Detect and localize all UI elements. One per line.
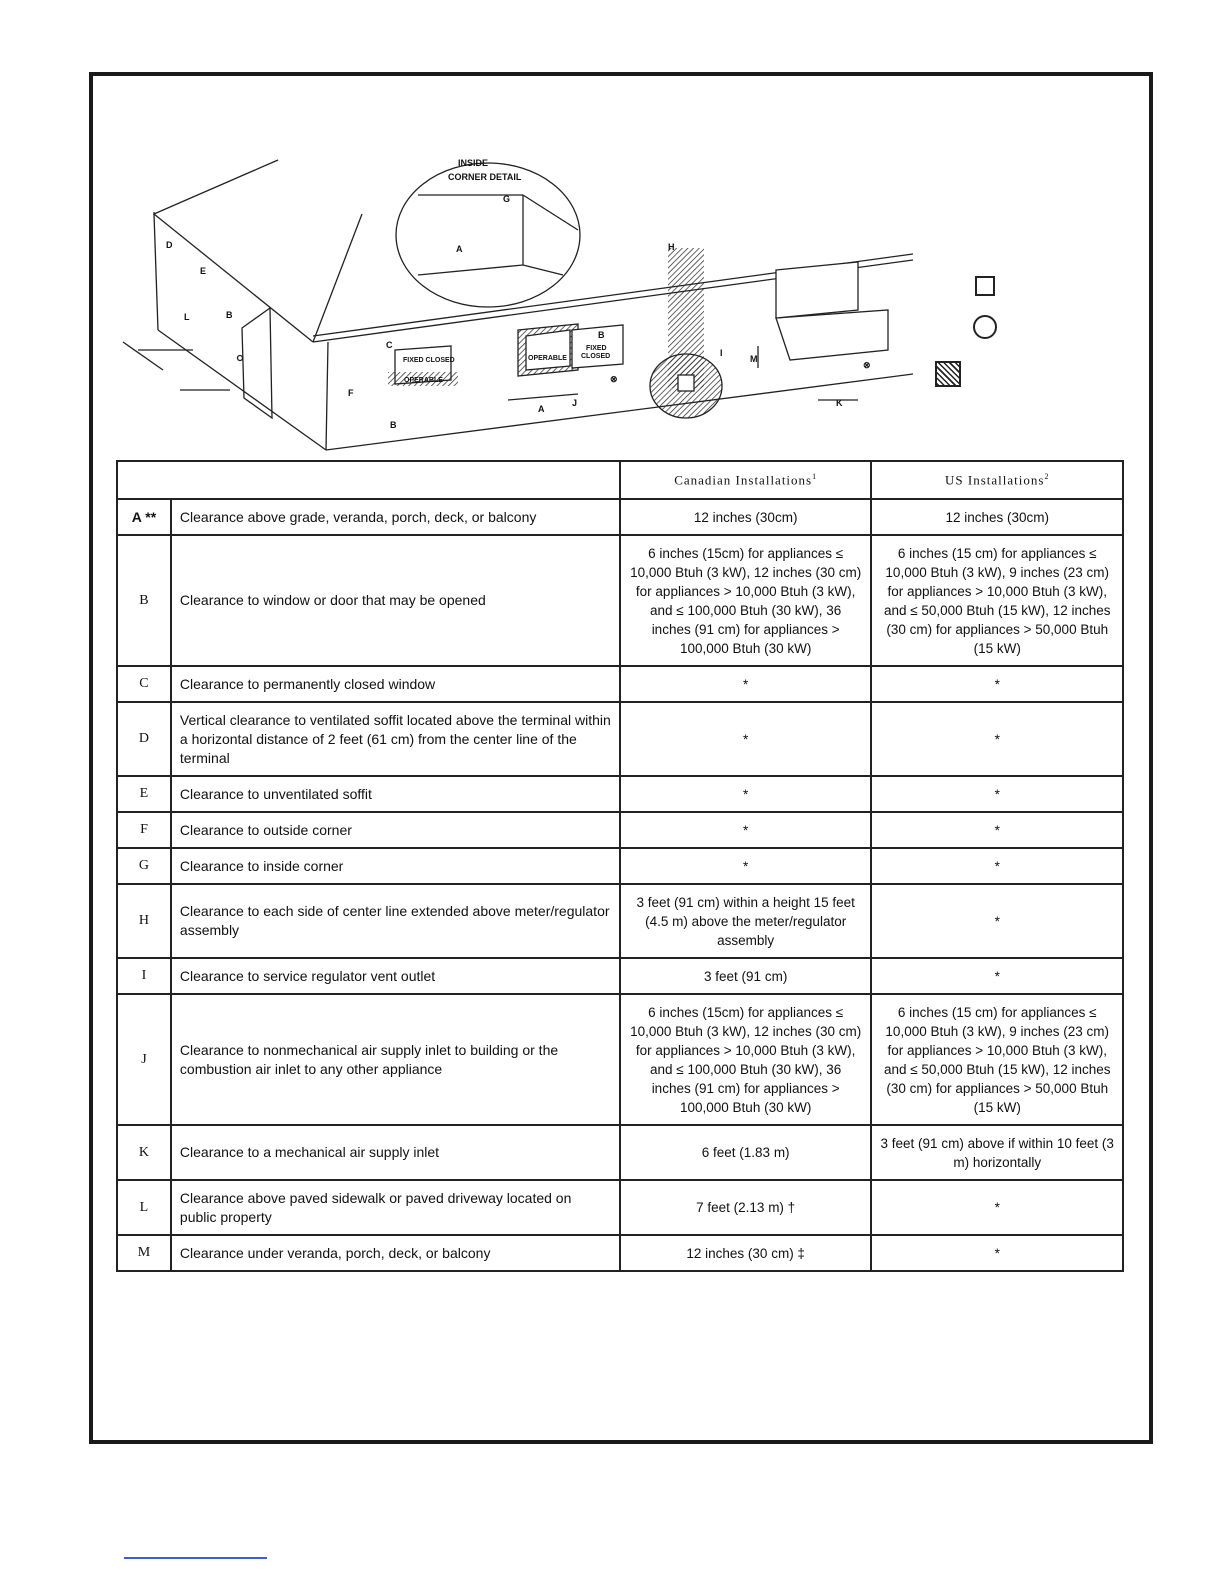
row-us: * (871, 812, 1123, 848)
table-row (117, 499, 1123, 535)
row-letter: L (117, 1180, 171, 1235)
row-letter: I (117, 958, 171, 994)
window-operable-label-2: OPERABLE (528, 355, 567, 362)
row-canadian: 6 inches (15cm) for appliances ≤ 10,000 Btuh (3 kW), 12 inches (30 cm) for appliances > 10,000 Btuh (3 kW), and ≤ 100,000 Btuh (30 kW), 36 inches (91 cm) for appliances > 100,000 Btuh (30 kW) (620, 994, 872, 1125)
label-c: C (386, 340, 393, 350)
row-description: Clearance to permanently closed window (171, 666, 620, 702)
table-row (117, 535, 1123, 666)
row-canadian: 12 inches (30cm) (620, 499, 872, 535)
row-canadian: * (620, 666, 872, 702)
window-fixed-label: FIXED (586, 345, 607, 352)
row-letter: M (117, 1235, 171, 1271)
row-canadian: * (620, 812, 872, 848)
clearance-diagram (118, 150, 1128, 462)
row-description: Clearance to inside corner (171, 848, 620, 884)
row-us: * (871, 702, 1123, 776)
table-row (117, 958, 1123, 994)
row-description: Clearance under veranda, porch, deck, or balcony (171, 1235, 620, 1271)
header-us (871, 461, 1123, 499)
row-us: 3 feet (91 cm) above if within 10 feet (3 m) horizontally (871, 1125, 1123, 1180)
row-letter: H (117, 884, 171, 958)
inset-title-1: INSIDE (458, 158, 489, 168)
header-canadian (620, 461, 872, 499)
label-d: D (166, 240, 173, 250)
legend-square-icon (975, 276, 995, 296)
row-description: Clearance above paved sidewalk or paved driveway located on public property (171, 1180, 620, 1235)
label-b-top: B (598, 330, 605, 340)
row-description: Clearance to unventilated soffit (171, 776, 620, 812)
label-k: K (836, 398, 843, 408)
header-us-sup: 2 (1044, 471, 1050, 481)
table-row (117, 1180, 1123, 1235)
row-canadian: 12 inches (30 cm) ‡ (620, 1235, 872, 1271)
row-description: Clearance to window or door that may be opened (171, 535, 620, 666)
row-us: 6 inches (15 cm) for appliances ≤ 10,000 Btuh (3 kW), 9 inches (23 cm) for appliances > 10,000 Btuh (3 kW), and ≤ 50,000 Btuh (15 kW), 12 inches (30 cm) for appliances > 50,000 Btuh (15 kW) (871, 535, 1123, 666)
row-letter: E (117, 776, 171, 812)
table-row (117, 776, 1123, 812)
vent-x-icon-1: ⊗ (610, 374, 618, 384)
label-a: A (538, 404, 545, 414)
table-header-row (117, 461, 1123, 499)
row-letter: B (117, 535, 171, 666)
table-row (117, 1125, 1123, 1180)
row-description: Vertical clearance to ventilated soffit located above the terminal within a horizontal distance of 2 feet (61 cm) from the center line of the terminal (171, 702, 620, 776)
row-letter: G (117, 848, 171, 884)
label-g: G (503, 194, 511, 204)
label-i: I (720, 348, 723, 358)
vent-x-icon-2: ⊗ (863, 360, 871, 370)
row-us: 6 inches (15 cm) for appliances ≤ 10,000 Btuh (3 kW), 9 inches (23 cm) for appliances > 10,000 Btuh (3 kW), and ≤ 50,000 Btuh (15 kW), 12 inches (30 cm) for appliances > 50,000 Btuh (15 kW) (871, 994, 1123, 1125)
label-l: L (184, 312, 190, 322)
row-us: * (871, 1180, 1123, 1235)
row-letter: J (117, 994, 171, 1125)
label-f: F (348, 388, 354, 398)
row-canadian: * (620, 702, 872, 776)
row-canadian: * (620, 848, 872, 884)
row-us: * (871, 884, 1123, 958)
inset-title-2: CORNER DETAIL (448, 172, 522, 182)
label-b-bottom: B (390, 420, 397, 430)
row-letter: A ** (117, 499, 171, 535)
row-letter: D (117, 702, 171, 776)
row-us: * (871, 666, 1123, 702)
label-j: J (572, 398, 578, 408)
clearance-table (116, 460, 1124, 1272)
table-row (117, 812, 1123, 848)
row-description: Clearance above grade, veranda, porch, deck, or balcony (171, 499, 620, 535)
footer-link-underline (124, 1557, 267, 1559)
label-h: H (668, 242, 675, 252)
label-e: E (200, 266, 207, 276)
table-row (117, 884, 1123, 958)
label-b-left: B (226, 310, 233, 320)
table-row (117, 1235, 1123, 1271)
row-description: Clearance to each side of center line extended above meter/regulator assembly (171, 884, 620, 958)
row-us: * (871, 958, 1123, 994)
table-row (117, 666, 1123, 702)
window-fixed-closed-label: FIXED CLOSED (403, 357, 455, 364)
row-canadian: 3 feet (91 cm) (620, 958, 872, 994)
header-us-text: US Installations (945, 472, 1045, 488)
row-us: * (871, 776, 1123, 812)
header-canadian-sup: 1 (812, 471, 818, 481)
row-canadian: 3 feet (91 cm) within a height 15 feet (4.5 m) above the meter/regulator assembly (620, 884, 872, 958)
label-m: M (750, 354, 758, 364)
header-blank (117, 461, 620, 499)
window-operable-label: OPERABLE (404, 377, 443, 384)
row-description: Clearance to service regulator vent outlet (171, 958, 620, 994)
row-description: Clearance to nonmechanical air supply inlet to building or the combustion air inlet to any other appliance (171, 994, 620, 1125)
table-row (117, 702, 1123, 776)
row-us: * (871, 1235, 1123, 1271)
row-us: * (871, 848, 1123, 884)
window-closed-label: CLOSED (581, 353, 611, 360)
table-row (117, 848, 1123, 884)
row-canadian: 6 feet (1.83 m) (620, 1125, 872, 1180)
row-letter: K (117, 1125, 171, 1180)
row-letter: F (117, 812, 171, 848)
header-canadian-text: Canadian Installations (674, 472, 813, 488)
table-row (117, 994, 1123, 1125)
row-us: 12 inches (30cm) (871, 499, 1123, 535)
row-canadian: 6 inches (15cm) for appliances ≤ 10,000 Btuh (3 kW), 12 inches (30 cm) for appliances > 10,000 Btuh (3 kW), and ≤ 100,000 Btuh (30 kW), 36 inches (91 cm) for appliances > 100,000 Btuh (30 kW) (620, 535, 872, 666)
row-letter: C (117, 666, 171, 702)
row-description: Clearance to outside corner (171, 812, 620, 848)
row-description: Clearance to a mechanical air supply inlet (171, 1125, 620, 1180)
row-canadian: 7 feet (2.13 m) † (620, 1180, 872, 1235)
legend-circle-icon (973, 315, 997, 339)
label-a-inset: A (456, 244, 463, 254)
legend-hatch-icon (935, 361, 961, 387)
row-canadian: * (620, 776, 872, 812)
